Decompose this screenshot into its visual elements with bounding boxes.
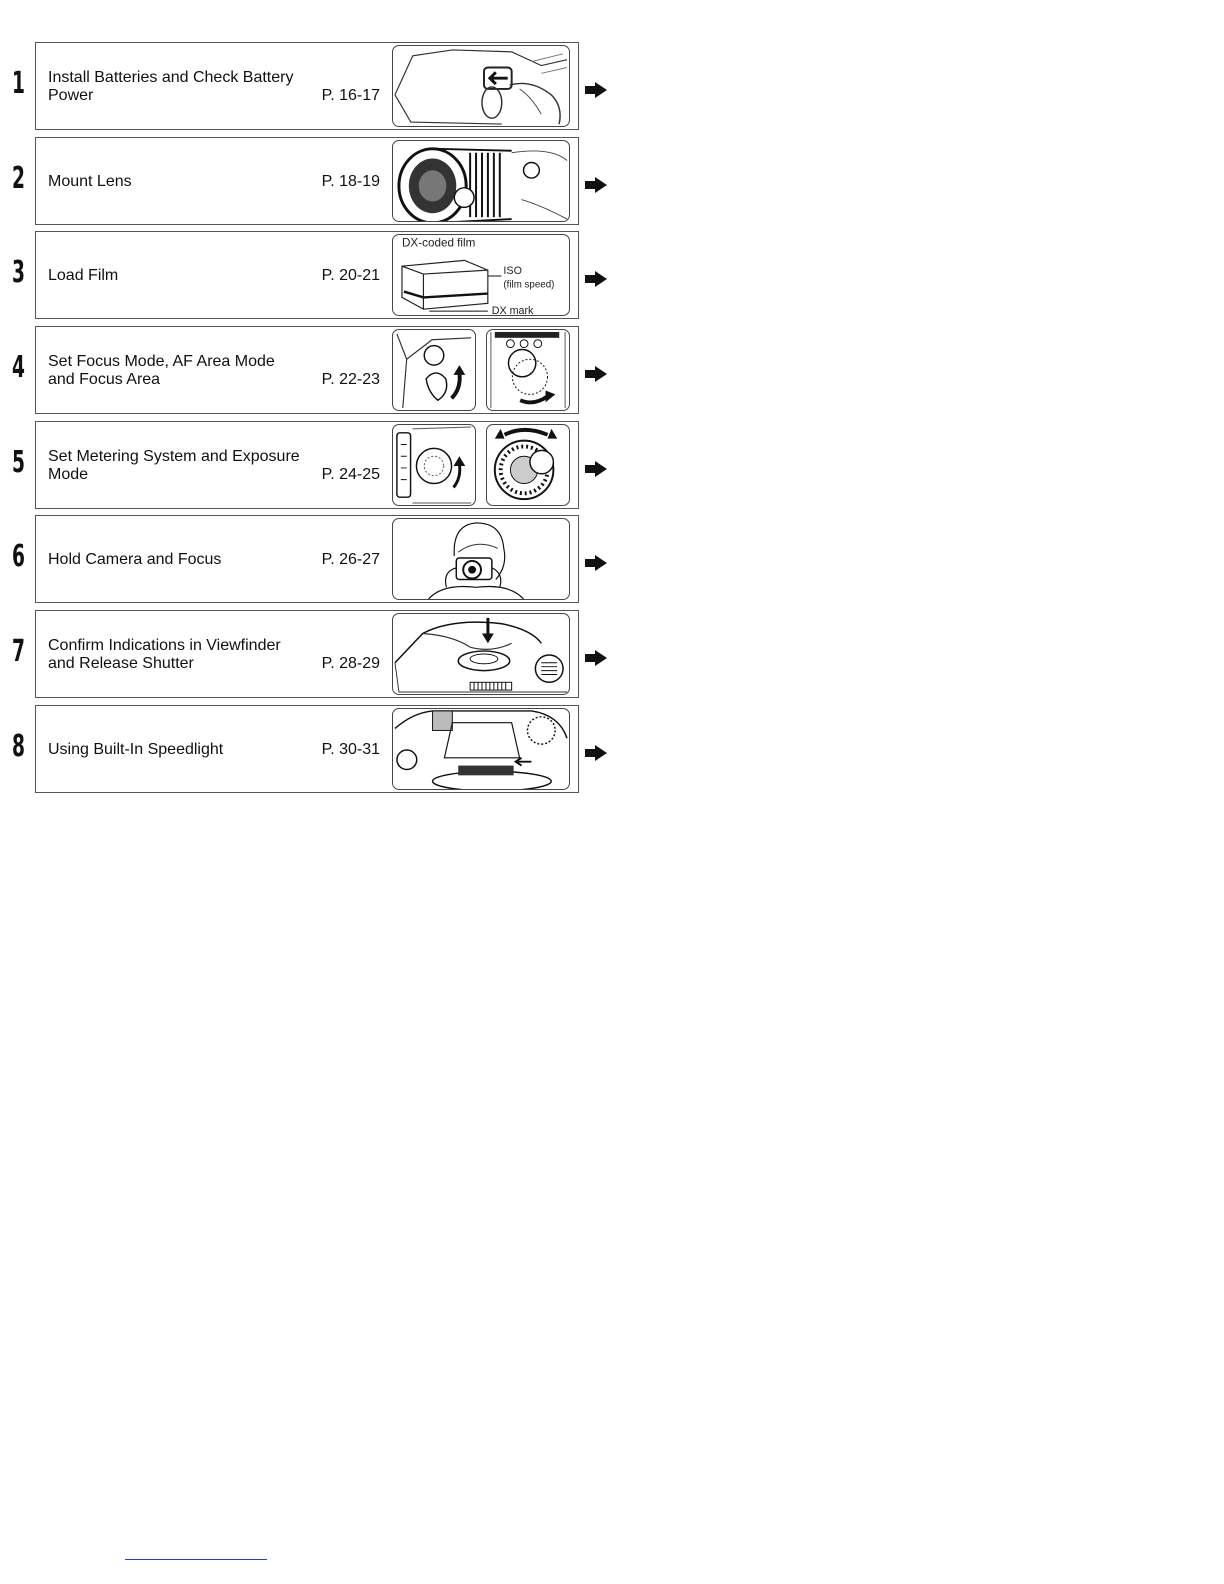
iso-sub-label: (film speed) [503, 279, 555, 291]
step-panel [35, 421, 579, 509]
af-area-mode-illustration [486, 329, 570, 411]
step-title: Install Batteries and Check Battery Power [48, 69, 294, 104]
step-number: 6 [12, 539, 25, 574]
step-1 [0, 42, 620, 132]
step-3 [0, 231, 620, 321]
step-title: Load Film [48, 267, 119, 284]
step-panel [35, 231, 579, 319]
step-6 [0, 515, 620, 605]
battery-install-illustration [392, 45, 570, 127]
step-title: Set Focus Mode, AF Area Mode and Focus Area [48, 353, 275, 388]
step-title: Set Metering System and Exposure Mode [48, 448, 300, 483]
step-panel [35, 610, 579, 698]
step-4 [0, 326, 620, 416]
step-title: Mount Lens [48, 173, 132, 190]
dx-film-illustration [392, 234, 570, 316]
step-page-ref[interactable]: P. 30-31 [321, 741, 380, 758]
step-panel [35, 515, 579, 603]
arrow-right-icon[interactable] [585, 82, 607, 98]
film-heading: DX-coded film [401, 236, 476, 250]
arrow-right-icon[interactable] [585, 461, 607, 477]
lens-mount-illustration [392, 140, 570, 222]
step-number: 1 [12, 66, 25, 101]
arrow-right-icon[interactable] [585, 271, 607, 287]
step-number: 2 [12, 161, 25, 196]
footer-link-underline[interactable] [125, 1559, 267, 1560]
step-title: Hold Camera and Focus [48, 551, 222, 568]
step-number: 4 [12, 350, 25, 385]
step-7 [0, 610, 620, 700]
iso-label: ISO [503, 265, 522, 278]
focus-mode-selector-illustration [392, 329, 476, 411]
speedlight-illustration [392, 708, 570, 790]
arrow-right-icon[interactable] [585, 555, 607, 571]
step-page-ref[interactable]: P. 28-29 [321, 655, 380, 672]
step-number: 7 [12, 634, 25, 669]
step-page-ref[interactable]: P. 24-25 [321, 466, 380, 483]
step-page-ref[interactable]: P. 20-21 [321, 267, 380, 284]
step-page-ref[interactable]: P. 22-23 [321, 371, 380, 388]
step-panel [35, 137, 579, 225]
step-panel [35, 705, 579, 793]
step-page-ref[interactable]: P. 26-27 [321, 551, 380, 568]
hold-camera-illustration [392, 518, 570, 600]
step-title: Confirm Indications in Viewfinder and Release Shutter [48, 637, 281, 672]
step-page-ref[interactable]: P. 18-19 [321, 173, 380, 190]
step-8 [0, 705, 620, 795]
step-panel [35, 326, 579, 414]
step-number: 3 [12, 255, 25, 290]
arrow-right-icon[interactable] [585, 366, 607, 382]
shutter-release-illustration [392, 613, 570, 695]
step-panel [35, 42, 579, 130]
arrow-right-icon[interactable] [585, 650, 607, 666]
step-title: Using Built-In Speedlight [48, 741, 224, 758]
arrow-right-icon[interactable] [585, 745, 607, 761]
step-page-ref[interactable]: P. 16-17 [321, 87, 380, 104]
dx-mark-label: DX mark [491, 305, 534, 315]
metering-selector-illustration [392, 424, 476, 506]
step-5 [0, 421, 620, 511]
arrow-right-icon[interactable] [585, 177, 607, 193]
exposure-mode-dial-illustration [486, 424, 570, 506]
step-2 [0, 137, 620, 227]
step-number: 8 [12, 729, 25, 764]
step-number: 5 [12, 445, 25, 480]
